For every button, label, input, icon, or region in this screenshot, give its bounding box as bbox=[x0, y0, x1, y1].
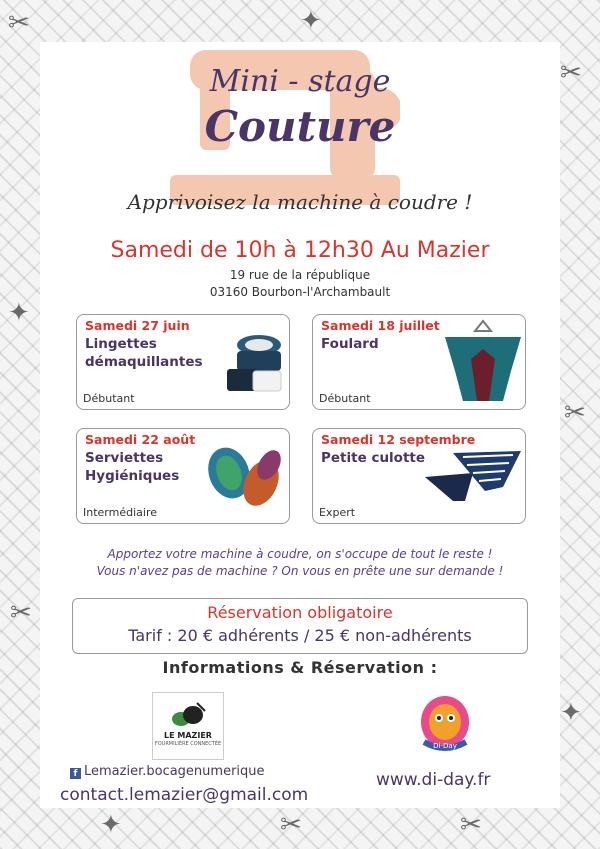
workshop-card bbox=[76, 314, 290, 410]
workshop-level: Expert bbox=[319, 506, 356, 519]
workshop-card bbox=[76, 428, 290, 524]
scissors-icon: ✂ bbox=[460, 810, 482, 840]
workshop-name: Petite culotte bbox=[321, 450, 426, 466]
info-line1: Apportez votre machine à coudre, on s'occupe de tout le reste ! bbox=[107, 547, 493, 561]
workshop-card bbox=[312, 314, 526, 410]
title-line1: Mini - stage bbox=[209, 64, 391, 99]
di-day-logo-text: Di-Day bbox=[433, 742, 457, 750]
facebook-handle: Lemazier.bocagenumerique bbox=[84, 764, 265, 779]
mazier-logo-mark bbox=[169, 701, 207, 729]
scissors-icon: ✂ bbox=[10, 598, 32, 628]
workshop-name: Foulard bbox=[321, 336, 379, 352]
workshop-level: Débutant bbox=[83, 392, 135, 405]
address-line2: 03160 Bourbon-l'Archambault bbox=[209, 285, 391, 299]
mazier-logo-text: LE MAZIER bbox=[164, 731, 212, 740]
workshop-level: Intermédiaire bbox=[83, 506, 157, 519]
workshop-name: Lingettes démaquillantes bbox=[85, 336, 203, 370]
thread-icon: ✦ bbox=[100, 810, 122, 840]
title-line2: Couture bbox=[204, 102, 396, 151]
thread-icon: ✦ bbox=[8, 298, 30, 328]
contact-heading: Informations & Réservation : bbox=[162, 658, 438, 677]
event-date-place: Samedi de 10h à 12h30 Au Mazier bbox=[110, 238, 490, 263]
info-line2: Vous n'avez pas de machine ? On vous en prête une sur demande ! bbox=[96, 564, 504, 578]
workshop-date: Samedi 12 septembre bbox=[321, 432, 476, 447]
address-line1: 19 rue de la république bbox=[229, 268, 371, 282]
scissors-icon: ✂ bbox=[564, 398, 586, 428]
workshop-date: Samedi 18 juillet bbox=[321, 318, 440, 333]
scissors-icon: ✂ bbox=[280, 810, 302, 840]
facebook-icon: f bbox=[70, 768, 81, 779]
scissors-icon: ✂ bbox=[8, 8, 30, 38]
reservation-box bbox=[72, 598, 528, 654]
email-link[interactable]: contact.lemazier@gmail.com bbox=[60, 785, 309, 805]
panties-photo bbox=[423, 447, 523, 507]
workshop-card bbox=[312, 428, 526, 524]
di-day-logo bbox=[410, 692, 480, 756]
mazier-logo-subtext: FOURMILIÈRE CONNECTÉE bbox=[154, 741, 222, 747]
thread-icon: ✦ bbox=[560, 698, 582, 728]
workshop-date: Samedi 22 août bbox=[85, 432, 196, 447]
le-mazier-logo bbox=[152, 692, 224, 760]
facebook-link[interactable] bbox=[70, 764, 265, 779]
workshop-level: Débutant bbox=[319, 392, 371, 405]
workshop-date: Samedi 27 juin bbox=[85, 318, 190, 333]
scissors-icon: ✂ bbox=[560, 58, 582, 88]
pricing-text: Tarif : 20 € adhérents / 25 € non-adhérents bbox=[128, 626, 472, 645]
pads-photo bbox=[203, 443, 287, 513]
workshop-name: Serviettes Hygiéniques bbox=[85, 450, 180, 484]
wipes-photo bbox=[217, 325, 287, 395]
thread-icon: ✦ bbox=[300, 6, 322, 36]
scarf-photo bbox=[441, 319, 525, 403]
reservation-label: Réservation obligatoire bbox=[207, 603, 393, 622]
flyer-panel bbox=[40, 42, 560, 808]
website-link[interactable]: www.di-day.fr bbox=[376, 770, 491, 790]
subtitle: Apprivoisez la machine à coudre ! bbox=[127, 190, 473, 214]
